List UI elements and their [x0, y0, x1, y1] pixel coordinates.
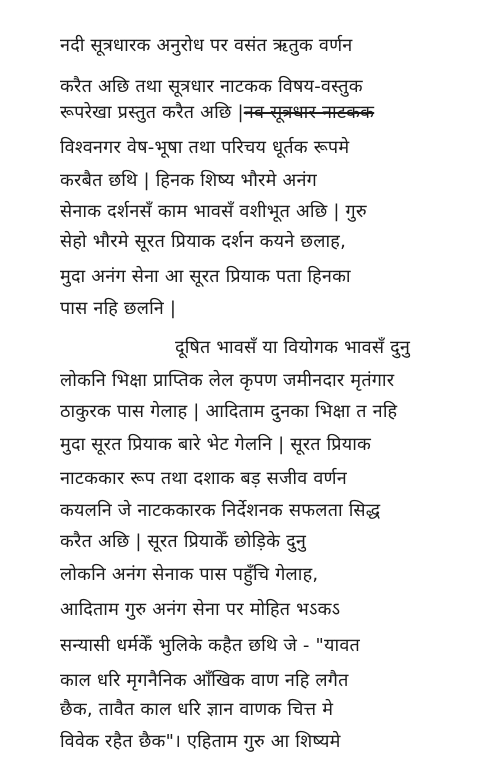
handwritten-line [60, 433, 371, 457]
line-text: लोकनि अनंग सेनाक पास पहुँचि गेलाह, [60, 564, 319, 585]
line-text: नाटककार रूप तथा दशाक बड़ सजीव वर्णन [60, 468, 347, 489]
line-text: सेहो भौरमे सूरत प्रियाक दर्शन कयने छलाह, [60, 231, 346, 252]
line-text: सेनाक दर्शनसँ काम भावसँ वशीभूत अछि | गुरु [60, 201, 367, 222]
line-text: काल धरि मृगनैनिक आँखिक वाण नहि लगैत [60, 670, 349, 691]
handwritten-line [60, 200, 367, 224]
handwritten-line [60, 400, 397, 424]
handwritten-line [60, 467, 347, 491]
handwritten-line [60, 530, 306, 554]
line-text: नदी सूत्रधारक अनुरोध पर वसंत ऋतुक वर्णन [60, 35, 353, 56]
line-text: कयलनि जे नाटककारक निर्देशनक सफलता सिद्ध [60, 500, 381, 521]
line-text: विवेक रहैत छैक"। एहिताम गुरु आ शिष्यमे [60, 731, 341, 752]
handwritten-line [60, 169, 317, 193]
handwritten-line [175, 336, 410, 360]
handwritten-line [60, 730, 341, 754]
line-text: मुदा सूरत प्रियाक बारे भेट गेलनि | सूरत प्रियाक [60, 434, 372, 455]
handwritten-line [60, 499, 380, 523]
line-text: दूषित भावसँ या वियोगक भावसँ दुनु [175, 337, 411, 358]
line-text: ठाकुरक पास गेलाह | आदिताम दुनका भिक्षा त नहि [60, 401, 398, 422]
line-text: करैत अछि | सूरत प्रियाकेँ छोड़िके दुनु [60, 531, 307, 552]
handwritten-line [60, 101, 374, 125]
handwritten-line [60, 698, 333, 722]
line-text: करबैत छथि | हिनक शिष्य भौरमे अनंग [60, 170, 317, 191]
line-text: सन्यासी धर्मकेँ भुलिके कहैत छथि जे - "यावत [60, 635, 360, 656]
handwritten-line [60, 230, 346, 254]
struck-through-text: नव सूत्रधार नाटकक [243, 102, 375, 123]
handwritten-line [60, 297, 176, 321]
line-text: लोकनि भिक्षा प्राप्तिक लेल कृपण जमीनदार मृतंगार [60, 370, 395, 391]
handwritten-line [60, 634, 360, 658]
handwritten-line [60, 669, 349, 693]
handwritten-line [60, 34, 352, 58]
handwritten-line [60, 598, 340, 622]
line-text: करैत अछि तथा सूत्रधार नाटकक विषय-वस्तुक [60, 76, 363, 97]
line-text: पास नहि छलनि | [60, 298, 177, 319]
handwritten-line [60, 369, 394, 393]
line-text: विश्वनगर वेष-भूषा तथा परिचय धूर्तक रूपमे [60, 137, 350, 158]
line-text: मुदा अनंग सेना आ सूरत प्रियाक पता हिनका [60, 266, 351, 287]
handwritten-line [60, 265, 351, 289]
line-text: छैक, तावैत काल धरि ज्ञान वाणक चित्त मे [60, 699, 334, 720]
line-text: रूपरेखा प्रस्तुत करैत अछि | [60, 102, 244, 123]
handwritten-line [60, 136, 349, 160]
line-text: आदिताम गुरु अनंग सेना पर मोहित भऽकऽ [60, 599, 341, 620]
handwritten-line [60, 75, 363, 99]
handwritten-line [60, 563, 318, 587]
